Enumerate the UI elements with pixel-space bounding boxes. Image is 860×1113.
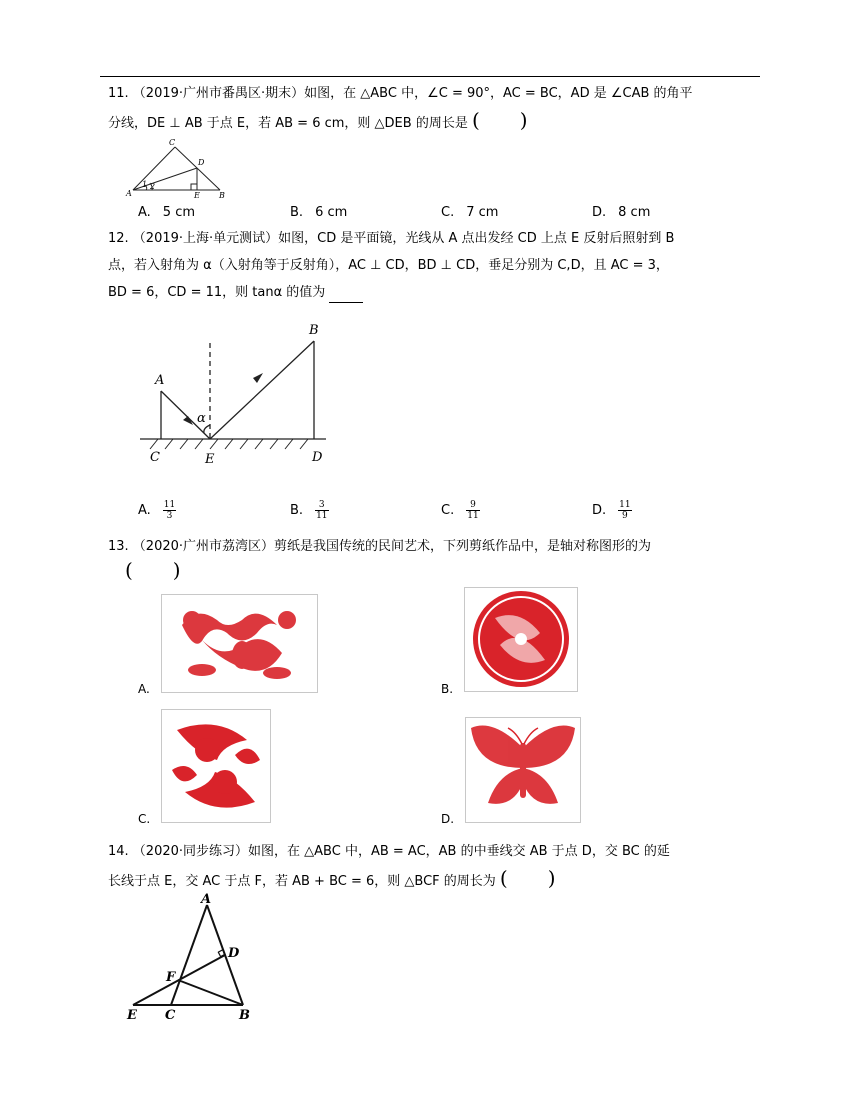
q13-option-b-label[interactable]: B. <box>441 682 454 696</box>
q13-option-d-label[interactable]: D. <box>441 812 455 826</box>
q14-text-line1: 14. （2020·同步练习）如图，在 △ABC 中，AB = AC，AB 的中垂线交 AB 于点 D，交 BC 的延 <box>108 844 670 859</box>
q11-option-b[interactable]: B. 6 cm <box>290 205 348 220</box>
q14-label-e: E <box>127 1008 137 1023</box>
q13-option-b-image[interactable] <box>464 587 578 692</box>
q12-text-line2: 点，若入射角为 α（入射角等于反射角），AC ⊥ CD，BD ⊥ CD，垂足分别为 C,D，且 AC = 3， <box>108 258 669 273</box>
q11-option-d[interactable]: D. 8 cm <box>592 205 651 220</box>
q11-text-line2-body: 分线，DE ⊥ AB 于点 E，若 AB = 6 cm，则 △DEB 的周长是 <box>108 116 468 131</box>
q12-option-b[interactable]: B. $\frac{3}{11}$ <box>290 500 328 521</box>
q14-label-f: F <box>166 970 176 985</box>
q11-text-line2 <box>108 110 528 134</box>
q12-option-a[interactable]: A. $\frac{11}{3}$ <box>138 500 176 521</box>
q11-label-c: C <box>169 138 176 147</box>
q12-label-c: C <box>150 450 160 465</box>
q13-option-a-image[interactable] <box>161 594 318 693</box>
header-rule <box>100 76 760 77</box>
q13-option-d-image[interactable] <box>465 717 581 823</box>
q12-reflect-arrow-icon <box>253 373 263 383</box>
q11-label-angle1: 1 <box>142 180 148 189</box>
q12-label-alpha: α <box>197 411 206 426</box>
q11-label-angle2: 2 <box>150 182 156 191</box>
q14-text-line2-body: 长线于点 E，交 AC 于点 F，若 AB + BC = 6，则 △BCF 的周长为 <box>108 874 496 889</box>
q11-option-c[interactable]: C. 7 cm <box>441 205 499 220</box>
q12-label-e: E <box>205 452 215 467</box>
q13-text-line1: 13. （2020·广州市荔湾区）剪纸是我国传统的民间艺术，下列剪纸作品中，是轴对称图形的为 <box>108 539 652 554</box>
q14-text-line2 <box>108 868 556 892</box>
fish-circle-papercut-icon <box>465 588 577 691</box>
q14-figure <box>125 893 265 1023</box>
q14-label-b: B <box>239 1008 250 1023</box>
q12-answer-blank[interactable] <box>329 288 363 303</box>
q13-option-c-image[interactable] <box>161 709 271 823</box>
q12-text-line1: 12. （2019·上海·单元测试）如图，CD 是平面镜，光线从 A 点出发经 CD 上点 E 反射后照射到 B <box>108 231 675 246</box>
q12-label-a: A <box>155 373 165 388</box>
q11-label-b: B <box>219 191 225 200</box>
q11-figure <box>125 135 235 200</box>
q12-text-line3 <box>108 283 363 303</box>
q13-option-c-label[interactable]: C. <box>138 812 151 826</box>
q13-answer-paren[interactable]: ( ) <box>125 558 181 582</box>
butterfly-papercut-icon <box>466 718 580 822</box>
q11-label-a: A <box>126 189 132 198</box>
q13-answer-line <box>125 560 181 584</box>
q11-answer-paren[interactable]: ( ) <box>471 108 528 132</box>
q14-label-d: D <box>228 946 240 961</box>
q12-option-c[interactable]: C. $\frac{9}{11}$ <box>441 500 479 521</box>
q11-text-line1: 11. （2019·广州市番禺区·期末）如图，在 △ABC 中，∠C = 90°，AC = BC，AD 是 ∠CAB 的角平 <box>108 86 693 101</box>
q14-answer-paren[interactable]: ( ) <box>499 866 556 890</box>
q11-label-e: E <box>194 191 200 200</box>
q11-label-d: D <box>198 158 205 167</box>
q12-label-d: D <box>312 450 323 465</box>
q14-label-c: C <box>165 1008 176 1023</box>
q12-text-line3-body: BD = 6，CD = 11，则 tanα 的值为 <box>108 285 326 300</box>
q11-option-a[interactable]: A. 5 cm <box>138 205 196 220</box>
phoenix-papercut-icon <box>162 710 270 822</box>
q14-label-a: A <box>201 892 212 907</box>
q13-option-a-label[interactable]: A. <box>138 682 150 696</box>
q12-option-d[interactable]: D. $\frac{11}{9}$ <box>592 500 631 521</box>
q12-figure <box>140 318 340 468</box>
dragon-papercut-icon <box>162 595 317 692</box>
q12-label-b: B <box>309 323 319 338</box>
